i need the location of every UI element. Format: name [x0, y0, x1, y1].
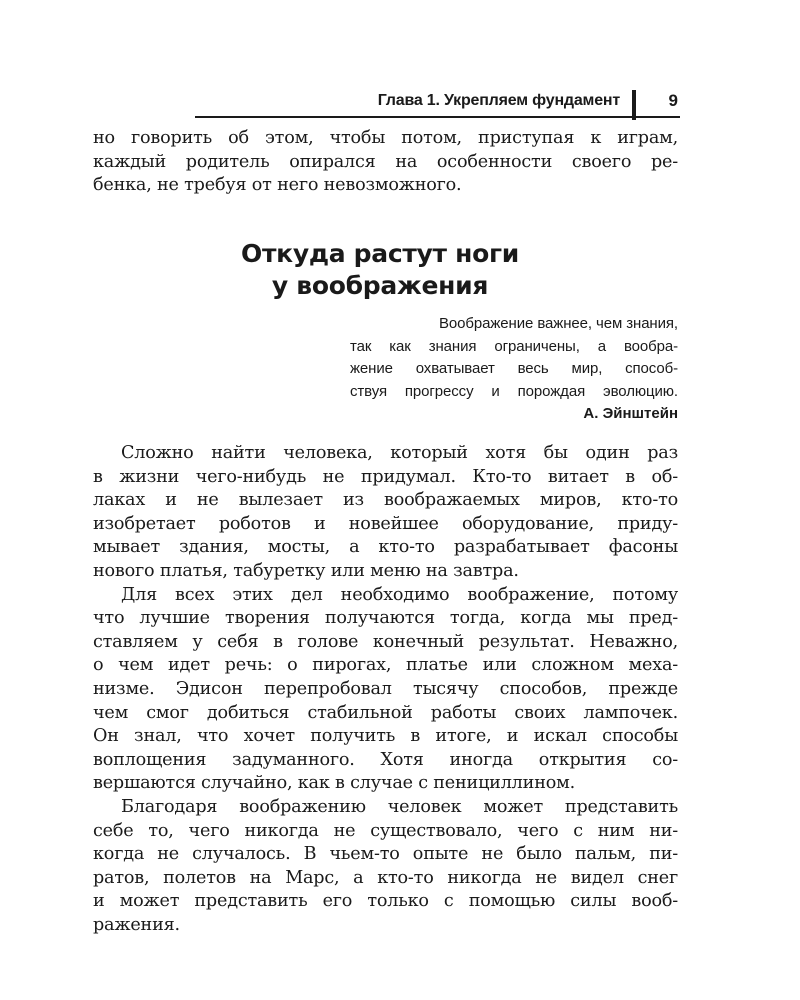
text-line: изобретает роботов и новейшее оборудование, приду-: [93, 513, 678, 534]
text-line: Он знал, что хочет получить в итоге, и искал способы: [93, 726, 678, 747]
text-line: Для всех этих дел необходимо воображение, потому: [121, 584, 678, 605]
text-line: чем смог добиться стабильной работы своих лампочек.: [93, 702, 678, 723]
title-line: у воображения: [271, 271, 489, 300]
epigraph-line: ствуя прогрессу и порождая эволюцию.: [350, 382, 678, 400]
text-line: Благодаря воображению человек может представить: [121, 796, 678, 817]
text-line: Сложно найти человека, который хотя бы один раз: [121, 443, 678, 463]
text-line: в жизни чего-нибудь не придумал. Кто-то витает в об-: [93, 466, 678, 487]
epigraph-author: А. Эйнштейн: [583, 405, 678, 422]
epigraph-line: Воображение важнее, чем знания,: [439, 315, 678, 332]
page-number: 9: [668, 91, 678, 110]
epigraph-line: так как знания ограничены, а вообра-: [350, 337, 678, 355]
section-title: [150, 238, 610, 302]
text-line: себе то, чего никогда не существовало, чего с ним ни-: [93, 820, 678, 841]
text-line: когда не случалось. В чьем-то опыте не было пальм, пи-: [93, 844, 678, 865]
text-line: ставляем у себя в голове конечный результат. Неважно,: [93, 631, 678, 652]
text-line: мывает здания, мосты, а кто-то разрабатывает фасоны: [93, 537, 678, 558]
text-line: ратов, полетов на Марс, а кто-то никогда не видел снег: [93, 867, 678, 888]
epigraph-line: жение охватывает весь мир, способ-: [350, 360, 678, 377]
text-line: бенка, не требуя от него невозможного.: [93, 175, 462, 196]
text-line: что лучшие творения получаются тогда, когда мы пред-: [93, 608, 678, 629]
text-line: но говорить об этом, чтобы потом, приступая к играм,: [93, 128, 678, 148]
intro-paragraph: [93, 127, 678, 198]
running-header: [195, 88, 680, 118]
text-line: низме. Эдисон перепробовал тысячу способов, прежде: [93, 678, 678, 699]
text-line: нового платья, табуретку или меню на завтра.: [93, 560, 519, 581]
text-line: ражения.: [93, 914, 180, 935]
text-line: вершаются случайно, как в случае с пенициллином.: [93, 773, 575, 794]
epigraph: [350, 313, 678, 426]
body-text: [93, 442, 678, 937]
header-rule: [195, 116, 680, 118]
chapter-title: Глава 1. Укрепляем фундамент: [377, 92, 620, 109]
text-line: лаках и не вылезает из воображаемых миров, кто-то: [93, 490, 678, 511]
text-line: воплощения задуманного. Хотя иногда открытия со-: [93, 749, 678, 770]
text-line: и может представить его только с помощью силы вооб-: [93, 891, 678, 912]
title-line: Откуда растут ноги: [241, 239, 519, 268]
text-line: каждый родитель опирался на особенности своего ре-: [93, 151, 678, 172]
text-line: о чем идет речь: о пирогах, платье или сложном меха-: [93, 655, 678, 676]
